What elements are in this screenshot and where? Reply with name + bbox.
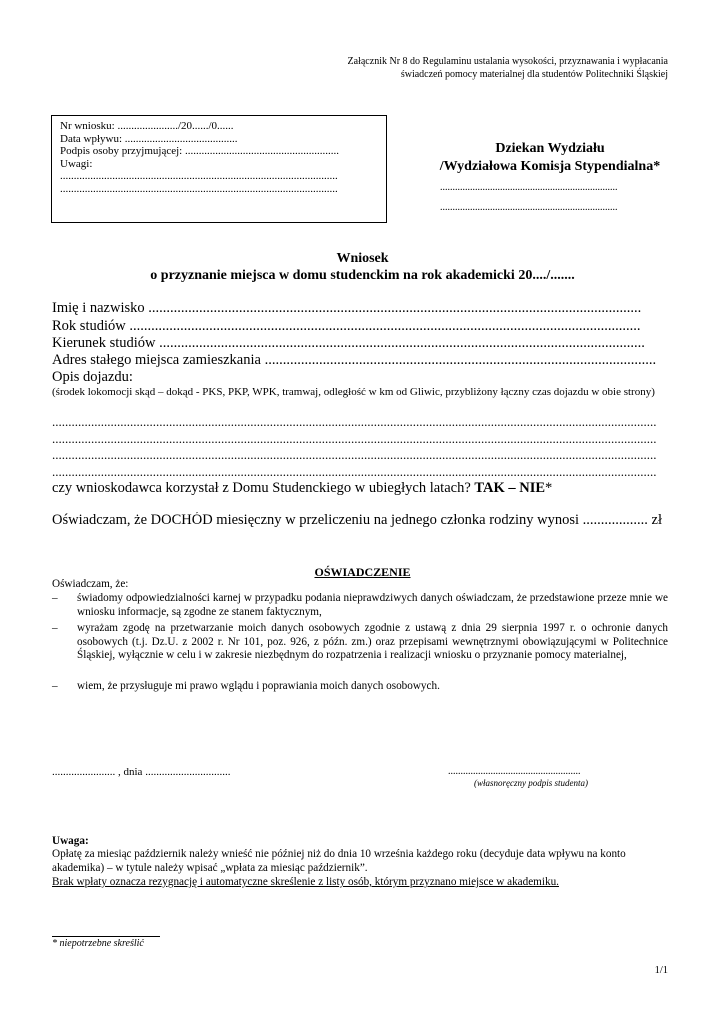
note-warning: Brak wpłaty oznacza rezygnację i automatyczne skreślenie z listy osób, którym przyznano miejsce w akademiku. [52,876,559,888]
year-field[interactable]: Rok studiów ............................................................................................................................................. [52,318,641,334]
footnote: * niepotrzebne skreślić [52,938,144,949]
dorm-question [52,480,672,497]
declaration-intro: Oświadczam, że: [52,578,129,590]
note-text: Opłatę za miesiąc październik należy wnieść nie później niż do dnia 10 września każdego roku (decyduje data wpływu na konto akademika) – w tytule należy wpisać „wpłata za miesiąc październik”. [52,848,626,874]
declaration-item [52,680,668,694]
addressee-line-1: Dziekan Wydziału [495,141,605,156]
addressee [425,140,675,176]
place-date-field[interactable]: ....................... , dnia ............................... [52,766,231,778]
commute-line-3[interactable]: .......................................................................................................................................................................................... [52,447,657,462]
name-field[interactable]: Imię i nazwisko ........................................................................................................................................ [52,300,642,316]
income-statement[interactable]: Oświadczam, że DOCHÓD miesięczny w przeliczeniu na jednego członka rodziny wynosi .................. zł [52,512,663,528]
course-field[interactable]: Kierunek studiów ...................................................................................................................................... [52,335,645,351]
declaration-item-text: świadomy odpowiedzialności karnej w przypadku podania nieprawdziwych danych oświadczam, że przedstawione przeze mnie we wniosku informacje, są zgodne ze stanem faktycznym, [77,592,668,618]
annex-line-1: Załącznik Nr 8 do Regulaminu ustalania wysokości, przyznawania i wypłacania [347,56,668,67]
declaration-item [52,592,668,619]
addressee-line-2: /Wydziałowa Komisja Stypendialna* [439,159,661,174]
title-line-2: o przyznanie miejsca w domu studenckim na rok akademicki 20..../....... [150,268,575,283]
commute-line-4[interactable]: .......................................................................................................................................................................................... [52,464,657,479]
annex-line-2: świadczeń pomocy materialnej dla studentów Politechniki Śląskiej [400,69,668,80]
declaration-title: OŚWIADCZENIE [314,565,411,579]
office-use-box [51,115,387,223]
notes-line-2[interactable]: ..................................................................................................... [60,182,338,195]
signature-caption: (własnoręczny podpis studenta) [474,778,588,788]
commute-line-2[interactable]: .......................................................................................................................................................................................... [52,431,657,446]
dorm-answer-options[interactable]: TAK – NIE [474,480,546,496]
dorm-question-text: czy wnioskodawca korzystał z Domu Studenckiego w ubiegłych latach? [52,480,471,496]
document-title [50,250,675,284]
address-field[interactable]: Adres stałego miejsca zamieszkania ............................................................................................................ [52,352,657,368]
dorm-footnote-mark: * [545,480,553,496]
dash-bullet: – [52,622,58,634]
declaration-item [52,622,668,663]
declaration-item-text: wiem, że przysługuje mi prawo wglądu i poprawiania moich danych osobowych. [77,680,440,692]
addressee-dots-1[interactable]: ....................................................................... [440,182,618,193]
receipt-date-field[interactable]: Data wpływu: ......................................... [60,132,238,145]
annex-header [248,55,668,81]
note-label: Uwaga: [52,835,89,847]
dash-bullet: – [52,680,58,692]
declaration-item-text: wyrażam zgodę na przetwarzanie moich danych osobowych zgodnie z ustawą z dnia 29 sierpnia 1997 r. o ochronie danych osobowych (t.j. Dz.U. z 2002 r. Nr 101, poz. 926, z późn. zm.) oraz przepisami wewnętrznymi obowiązującymi w Politechnice Śląskiej, wyłącznie w celu i w zakresie niezbędnym do rozpatrzenia i realizacji wniosku o przyznanie pomocy materialnej, [77,622,668,661]
commute-line-1[interactable]: .......................................................................................................................................................................................... [52,414,657,429]
page-number: 1/1 [654,965,668,976]
footnote-separator [52,936,160,937]
notes-line-1[interactable]: ..................................................................................................... [60,170,338,182]
title-line-1: Wniosek [336,251,389,266]
signature-line[interactable]: ..................................................... [448,766,581,777]
addressee-dots-2[interactable]: ....................................................................... [440,202,618,213]
dash-bullet: – [52,592,58,604]
notes-label: Uwagi: [60,157,93,170]
commute-label: Opis dojazdu: [52,369,133,385]
commute-hint: (środek lokomocji skąd – dokąd - PKS, PKP, WPK, tramwaj, odległość w km od Gliwic, przybliżony łączny czas dojazdu w obie strony) [52,386,655,398]
receiver-signature-field[interactable]: Podpis osoby przyjmującej: ........................................................ [60,145,339,157]
application-number-field[interactable]: Nr wniosku: ....................../20....../0...... [60,120,234,132]
